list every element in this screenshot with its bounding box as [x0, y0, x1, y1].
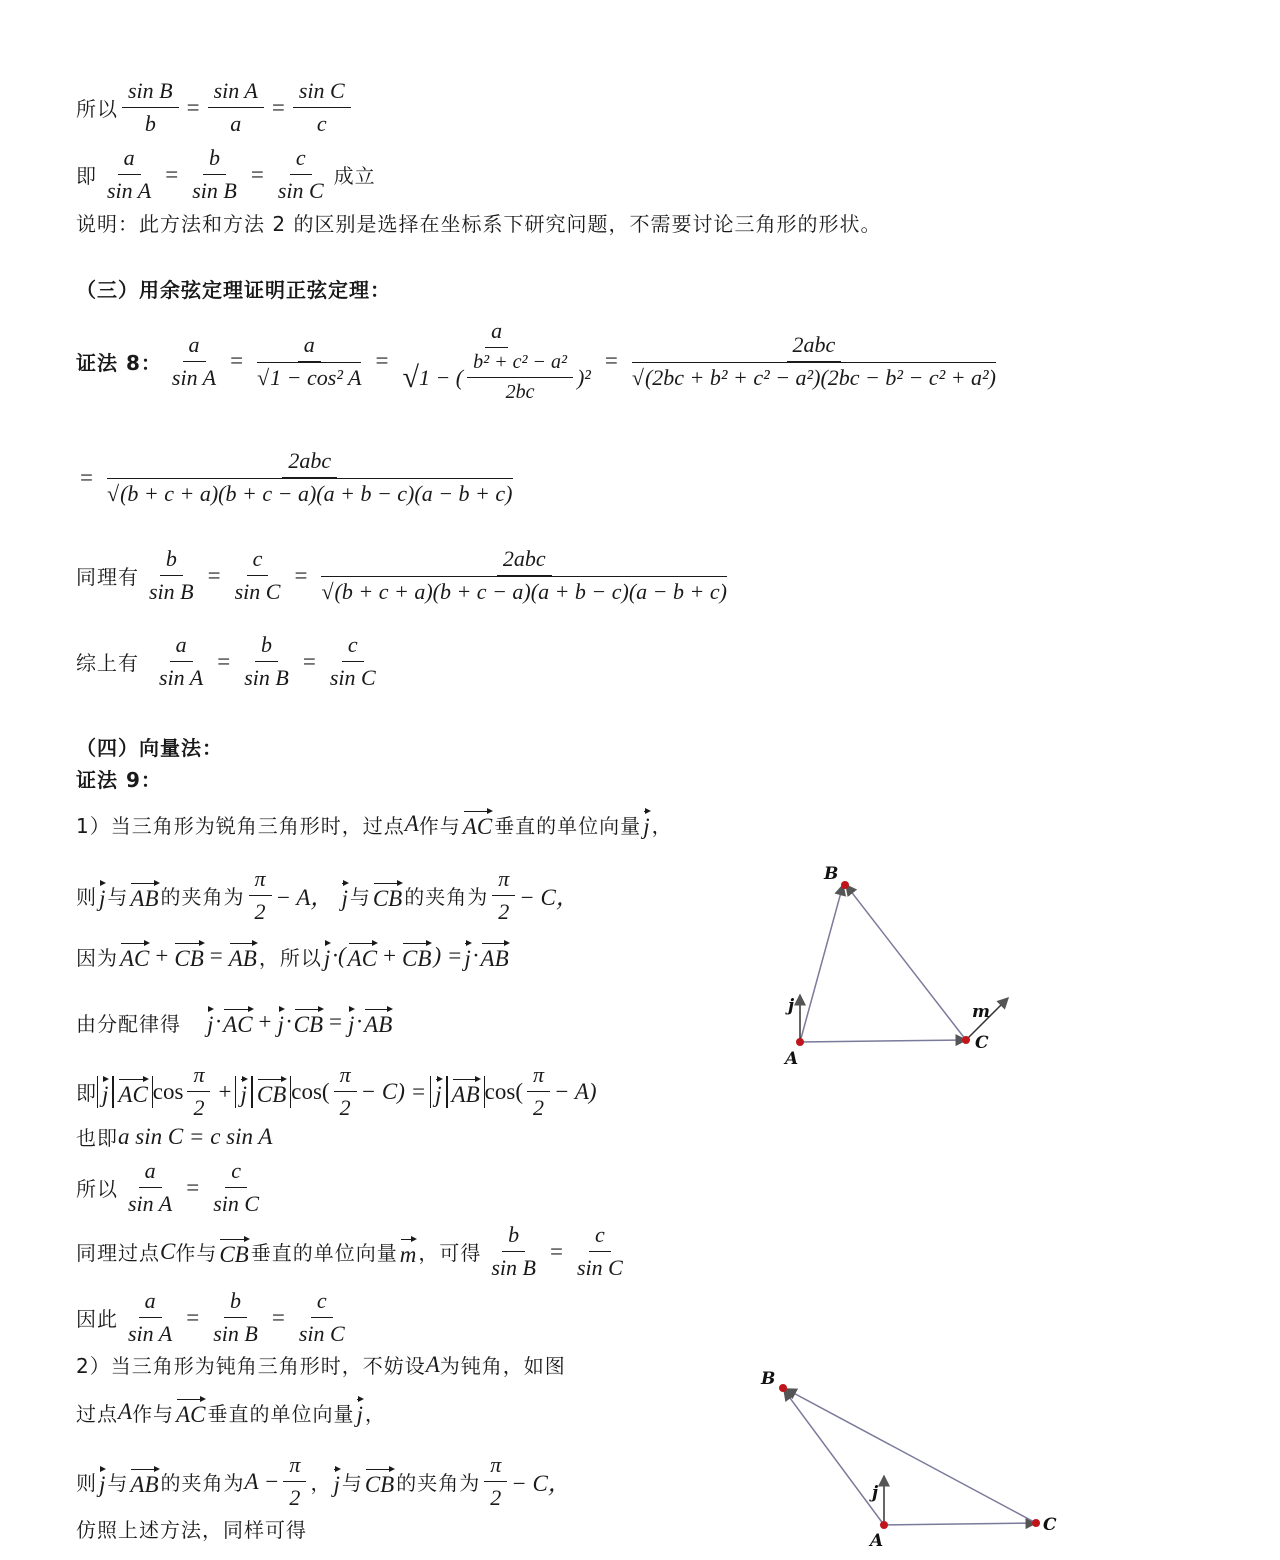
fraction: $\frac{\text{sin C}}{c}$: [293, 78, 351, 137]
fraction: $\frac{\text{sin B}}{b}$: [122, 78, 179, 137]
label-b: B: [824, 864, 839, 884]
vertex-c: [962, 1036, 970, 1044]
zong-line: 综上有 $\frac{a}{\text{sin A}}$ = $\frac{b}{\text{sin B}}$ = $\frac{c}{\text{sin C}}$: [76, 632, 376, 690]
step-2: 则 j 与 AB 的夹角为 $\frac{\pi}{2}$ − A， j 与 CB 的夹角为 $\frac{\pi}{2}$ − C，: [76, 866, 579, 924]
note-text: 说明：此方法和方法 2 的区别是选择在坐标系下研究问题，不需要讨论三角形的形状。: [76, 212, 882, 236]
label-b: B: [761, 1369, 776, 1389]
fraction: a √ 1 − ( $\frac{\text{b² + c² − a²}}{2bc}$ )²: [402, 318, 591, 403]
fraction: $\frac{a}{\text{sin A}}$: [171, 331, 217, 390]
suffix-text: 成立: [333, 164, 376, 188]
step-3: 因为 AC + CB = AB ，所以 j ·( AC + CB ) = j · AB: [76, 940, 511, 972]
vertex-b: [779, 1384, 787, 1392]
obtuse-triangle-figure: [750, 1360, 1070, 1555]
proof8-line: 证法 8： $\frac{a}{\text{sin A}}$ = a √ 1 − cos² A = a √ 1 − ( $\frac{\text{b² + c² − a²}}{2bc}$ )² = 2abc √ (2bc + b² + c² − a²)(2bc − b² − c² + a²): [76, 318, 1006, 404]
step-6: 也即 a sin C = c sin A: [76, 1123, 273, 1150]
fraction: $\frac{c}{\text{sin C}}$: [277, 145, 324, 203]
edge-cb: [846, 885, 966, 1040]
step-10: 2）当三角形为钝角三角形时，不妨设 A 为钝角，如图: [76, 1351, 566, 1378]
edge-ab: [800, 885, 843, 1042]
section-heading-3: （三）用余弦定理证明正弦定理：: [76, 278, 391, 302]
acute-triangle-figure: [770, 855, 1030, 1075]
proof8-continued: = 2abc √ (b + c + a)(b + c − a)(a + b − c)(a − b + c): [76, 448, 523, 507]
label-j: j: [788, 996, 795, 1016]
fraction: 2abc √ (b + c + a)(b + c − a)(a + b − c)(a − b + c): [101, 448, 519, 507]
fraction: $\frac{\text{sin A}}{a}$: [208, 78, 264, 137]
prefix-text: 即: [76, 164, 97, 188]
vertex-a: [796, 1038, 804, 1046]
edge-ac: [800, 1040, 966, 1042]
fraction: $\frac{b}{\text{sin B}}$: [192, 145, 237, 203]
ratio-line-1: 所以 $\frac{\text{sin B}}{b}$ = $\frac{\text{sin A}}{a}$ = $\frac{\text{sin C}}{c}$: [76, 78, 355, 137]
edge-cb: [786, 1389, 1036, 1523]
label-m: m: [972, 1002, 990, 1022]
fraction: a √ 1 − cos² A: [251, 332, 367, 391]
edge-ac: [884, 1523, 1036, 1525]
step-12: 则 j 与 AB 的夹角为 A − $\frac{\pi}{2}$ ， j 与 CB 的夹角为 $\frac{\pi}{2}$ − C，: [76, 1452, 571, 1510]
step-8: 同理过点 C 作与 CB 垂直的单位向量 m ，可得 $\frac{b}{\text{sin B}}$ = $\frac{c}{\text{sin C}}$: [76, 1222, 623, 1280]
fraction: 2abc √ (2bc + b² + c² − a²)(2bc − b² − c² + a²): [626, 332, 1002, 391]
tongli-line: 同理有 $\frac{b}{\text{sin B}}$ = $\frac{c}{\text{sin C}}$ = 2abc √ (b + c + a)(b + c − a)(a + b − c)(a − b + c): [76, 546, 737, 605]
prefix-text: 所以: [76, 97, 118, 121]
step-5: 即 j AC cos $\frac{\pi}{2}$ + j CB cos( $\frac{\pi}{2}$ − C) = j AB cos( $\frac{\pi}{2}$ − A): [76, 1062, 597, 1120]
step-9: 因此 $\frac{a}{\text{sin A}}$ = $\frac{b}{\text{sin B}}$ = $\frac{c}{\text{sin C}}$: [76, 1288, 345, 1346]
proof9-label: 证法 9：: [76, 768, 162, 792]
edge-ab: [784, 1390, 884, 1525]
section-heading-4: （四）向量法：: [76, 736, 223, 760]
label-c: C: [1043, 1515, 1057, 1535]
fraction: $\frac{a}{\text{sin A}}$: [107, 145, 152, 203]
vertex-a: [880, 1521, 888, 1529]
label-a: A: [870, 1531, 884, 1551]
label-c: C: [975, 1033, 989, 1053]
step-13: 仿照上述方法，同样可得: [76, 1518, 307, 1542]
label-j: j: [872, 1483, 879, 1503]
ratio-line-2: 即 $\frac{a}{\text{sin A}}$ = $\frac{b}{\text{sin B}}$ = $\frac{c}{\text{sin C}}$ 成立: [76, 145, 376, 203]
label-a: A: [785, 1049, 799, 1069]
vertex-b: [841, 881, 849, 889]
step-4: 由分配律得 j · AC + j · CB = j · AB: [76, 1006, 394, 1038]
step-11: 过点 A 作与 AC 垂直的单位向量 j ，: [76, 1396, 386, 1428]
vertex-c: [1032, 1519, 1040, 1527]
proof-label: 证法 8：: [76, 350, 162, 375]
step-7: 所以 $\frac{a}{\text{sin A}}$ = $\frac{c}{\text{sin C}}$: [76, 1158, 260, 1216]
step-1: 1）当三角形为锐角三角形时，过点 A 作与 AC 垂直的单位向量 j ，: [76, 808, 673, 840]
